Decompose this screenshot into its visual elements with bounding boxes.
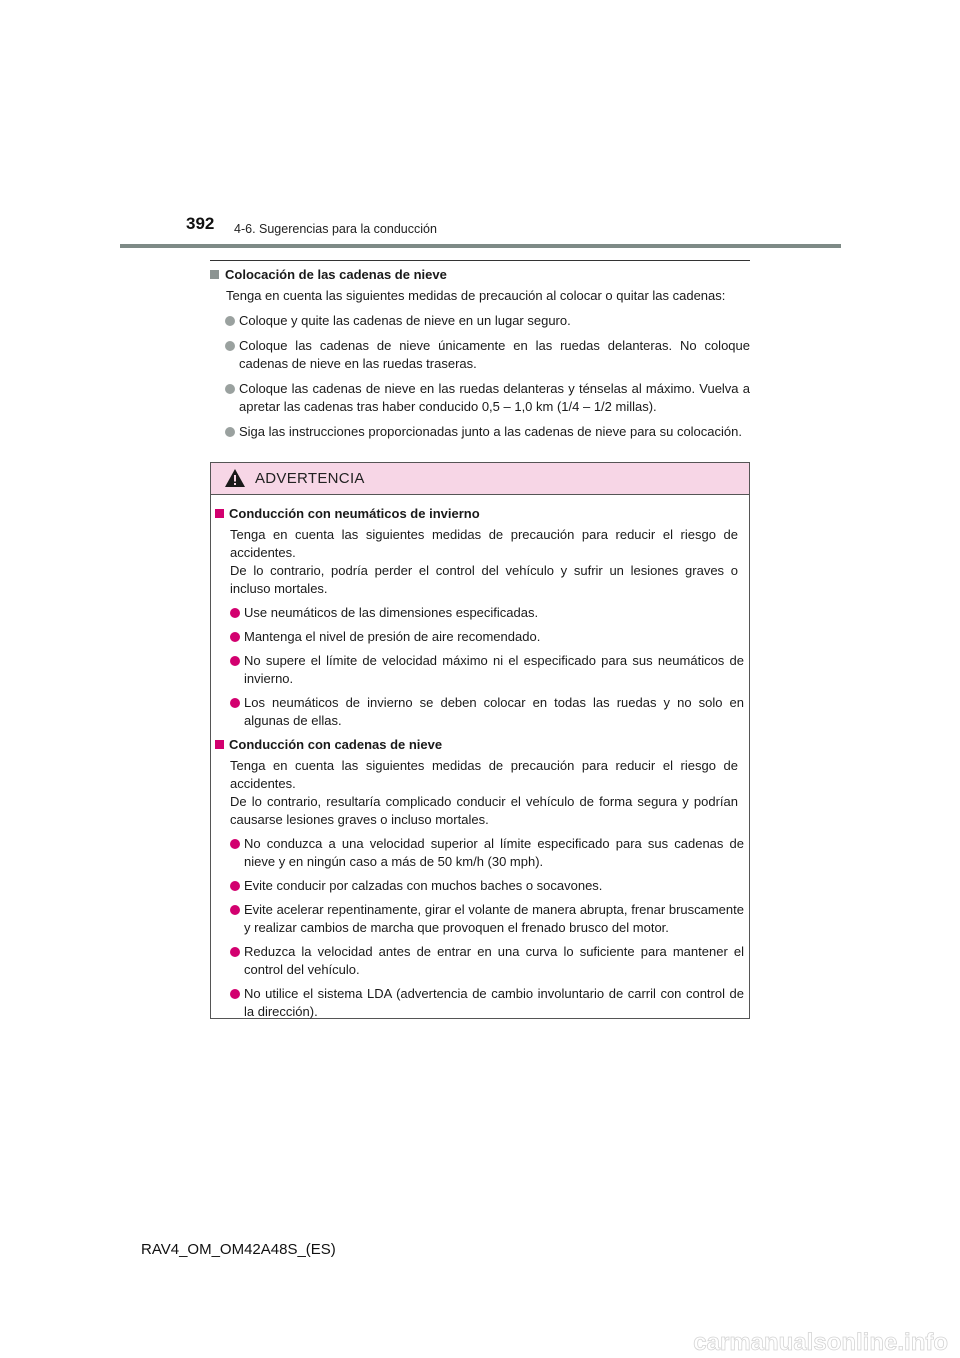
round-bullet-icon bbox=[230, 656, 240, 666]
list-item bbox=[215, 604, 744, 622]
round-bullet-icon bbox=[230, 905, 240, 915]
snow-chains-heading-text: Colocación de las cadenas de nieve bbox=[225, 267, 447, 282]
warning-title: ADVERTENCIA bbox=[255, 470, 365, 487]
list-item-text: Siga las instrucciones proporcionadas junto a las cadenas de nieve para su colocación. bbox=[239, 424, 742, 439]
round-bullet-icon bbox=[230, 608, 240, 618]
list-item-text: Reduzca la velocidad antes de entrar en una curva lo suficiente para mantener el control del vehículo. bbox=[244, 944, 744, 977]
square-bullet-icon bbox=[215, 740, 224, 749]
list-item bbox=[215, 628, 744, 646]
round-bullet-icon bbox=[225, 316, 235, 326]
list-item bbox=[210, 312, 750, 330]
header-rule bbox=[120, 244, 841, 248]
section-title: 4-6. Sugerencias para la conducción bbox=[234, 222, 437, 236]
list-item bbox=[215, 652, 744, 688]
snow-chains-driving-intro: Tenga en cuenta las siguientes medidas de precaución para reducir el riesgo de accidentes. bbox=[230, 758, 738, 791]
snow-chains-driving-consequence: De lo contrario, resultaría complicado conducir el vehículo de forma segura y podrían causarse lesiones graves o incluso mortales. bbox=[230, 794, 738, 827]
list-item-text: No supere el límite de velocidad máximo ni el especificado para sus neumáticos de invierno. bbox=[244, 653, 744, 686]
winter-tires-consequence: De lo contrario, podría perder el control del vehículo y sufrir un lesiones graves o incluso mortales. bbox=[230, 563, 738, 596]
square-bullet-icon bbox=[210, 270, 219, 279]
list-item bbox=[215, 694, 744, 730]
round-bullet-icon bbox=[230, 881, 240, 891]
round-bullet-icon bbox=[230, 839, 240, 849]
list-item-text: Use neumáticos de las dimensiones especificadas. bbox=[244, 605, 539, 620]
site-watermark[interactable] bbox=[0, 1326, 960, 1358]
round-bullet-icon bbox=[230, 947, 240, 957]
round-bullet-icon bbox=[225, 384, 235, 394]
top-rule bbox=[210, 260, 750, 261]
round-bullet-icon bbox=[230, 632, 240, 642]
round-bullet-icon bbox=[230, 989, 240, 999]
warning-header bbox=[211, 463, 749, 495]
page-number: 392 bbox=[186, 214, 215, 233]
snow-chains-driving-heading-text: Conducción con cadenas de nieve bbox=[229, 737, 443, 752]
manual-code: RAV4_OM_OM42A48S_(ES) bbox=[141, 1241, 336, 1258]
round-bullet-icon bbox=[225, 341, 235, 351]
list-item-text: Evite conducir por calzadas con muchos baches o socavones. bbox=[244, 878, 603, 893]
list-item-text: No conduzca a una velocidad superior al límite especificado para sus cadenas de nieve y en ningún caso a más de 50 km/h (30 mph). bbox=[244, 836, 744, 869]
list-item bbox=[215, 877, 744, 895]
list-item-text: Coloque las cadenas de nieve únicamente en las ruedas delanteras. No coloque cadenas de nieve en las ruedas traseras. bbox=[239, 338, 750, 371]
snow-chains-driving-heading bbox=[215, 736, 744, 754]
list-item bbox=[210, 380, 750, 416]
list-item bbox=[210, 423, 750, 441]
list-item bbox=[215, 901, 744, 937]
list-item bbox=[210, 337, 750, 373]
winter-tires-heading bbox=[215, 505, 744, 523]
list-item bbox=[215, 985, 744, 1021]
warning-triangle-icon bbox=[224, 468, 246, 488]
list-item bbox=[215, 835, 744, 871]
list-item-text: Coloque las cadenas de nieve en las ruedas delanteras y ténselas al máximo. Vuelva a apretar las cadenas tras haber conducido 0,5 – 1,0 km (1/4 – 1/2 millas). bbox=[239, 381, 750, 414]
round-bullet-icon bbox=[225, 427, 235, 437]
warning-body bbox=[215, 505, 744, 1021]
winter-tires-heading-text: Conducción con neumáticos de invierno bbox=[229, 506, 480, 521]
list-item-text: Los neumáticos de invierno se deben colocar en todas las ruedas y no solo en algunas de ellas. bbox=[244, 695, 744, 728]
winter-tires-intro: Tenga en cuenta las siguientes medidas de precaución para reducir el riesgo de accidentes. bbox=[230, 527, 738, 560]
warning-box bbox=[210, 462, 750, 1019]
list-item-text: Evite acelerar repentinamente, girar el volante de manera abrupta, frenar bruscamente y realizar cambios de marcha que provoquen el frenado brusco del motor. bbox=[244, 902, 744, 935]
list-item-text: Mantenga el nivel de presión de aire recomendado. bbox=[244, 629, 541, 644]
square-bullet-icon bbox=[215, 509, 224, 518]
snow-chains-section bbox=[210, 266, 750, 441]
snow-chains-intro: Tenga en cuenta las siguientes medidas de precaución al colocar o quitar las cadenas: bbox=[226, 288, 726, 303]
list-item bbox=[215, 943, 744, 979]
round-bullet-icon bbox=[230, 698, 240, 708]
watermark-text: carmanualsonline.info bbox=[693, 1329, 948, 1356]
list-item-text: No utilice el sistema LDA (advertencia de cambio involuntario de carril con control de la dirección). bbox=[244, 986, 744, 1019]
snow-chains-heading bbox=[210, 266, 750, 284]
list-item-text: Coloque y quite las cadenas de nieve en un lugar seguro. bbox=[239, 313, 571, 328]
